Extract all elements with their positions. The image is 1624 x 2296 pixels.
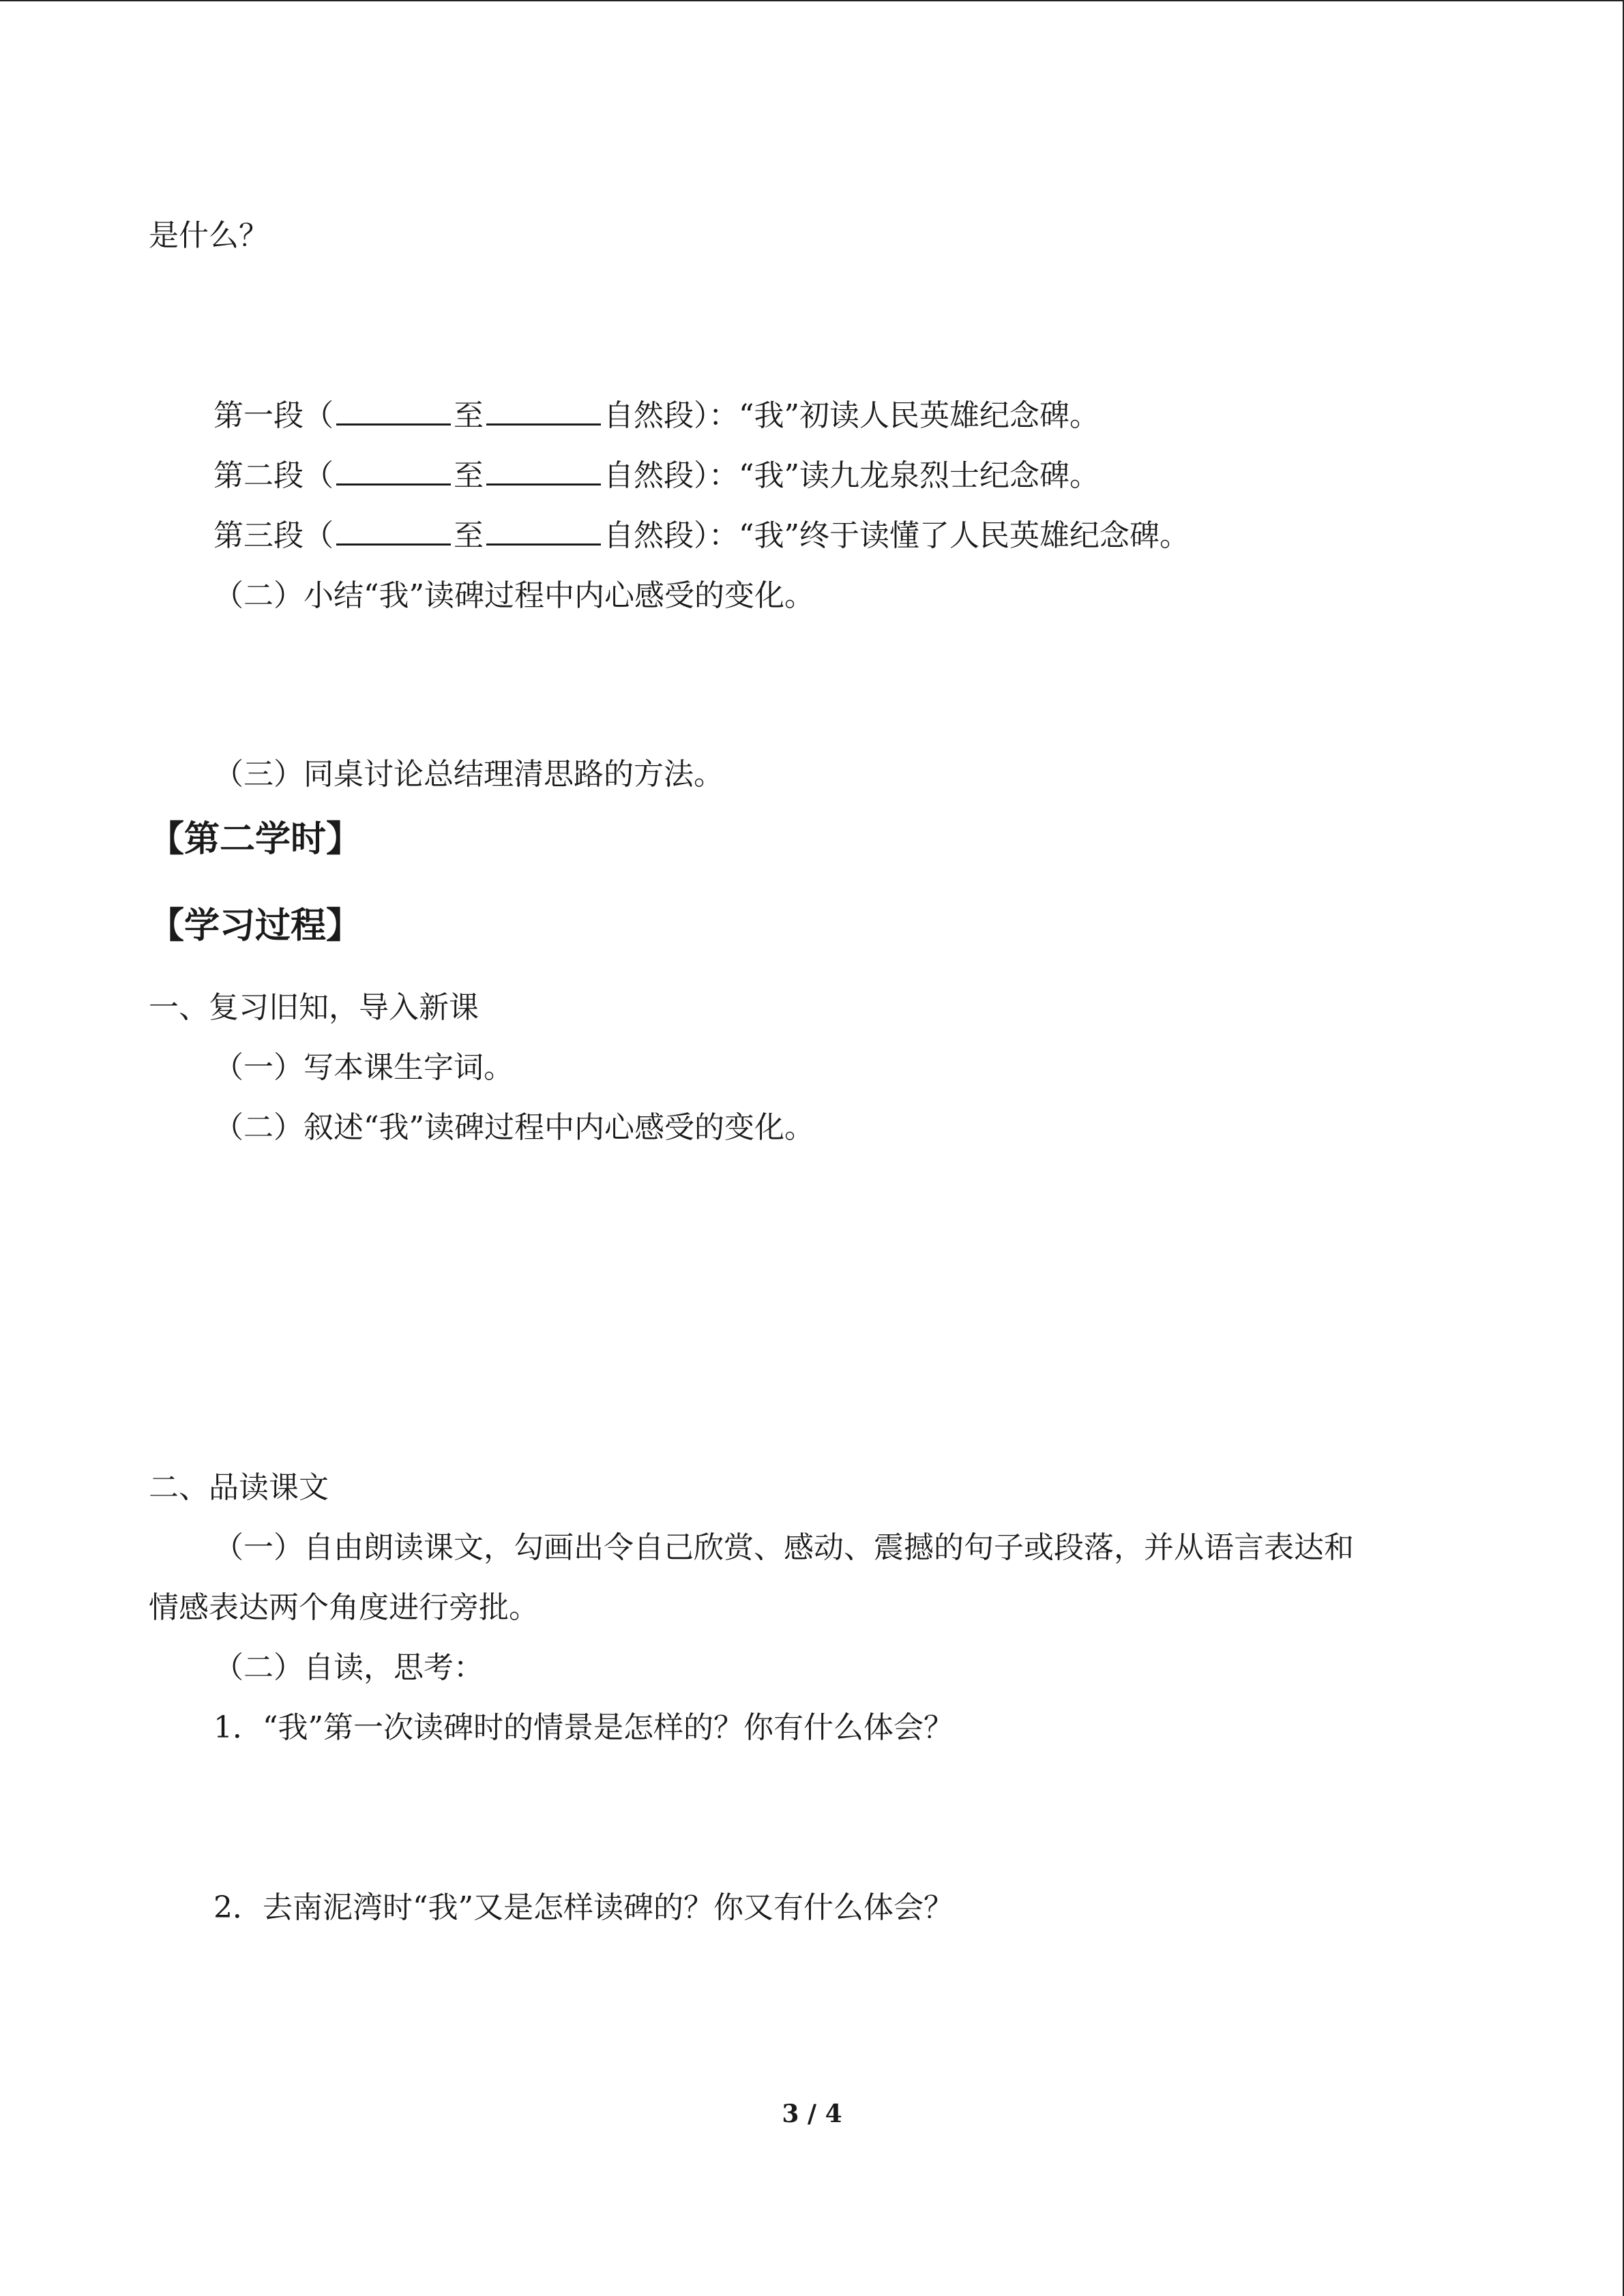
page-number: 3 / 4 — [782, 2100, 842, 2128]
division-row-2 — [213, 456, 1099, 496]
summary-task: （二）小结“我”读碑过程中内心感受的变化。 — [213, 578, 814, 613]
answer-blank[interactable] — [336, 458, 451, 486]
continuation-text: 是什么？ — [149, 218, 269, 253]
question-1: 1．“我”第一次读碑时的情景是怎样的？你有什么体会？ — [213, 1710, 954, 1745]
discussion-task: （三）同桌讨论总结理清思路的方法。 — [213, 757, 724, 792]
section-1-item-1: （一）写本课生字词。 — [213, 1050, 514, 1085]
section-2-item-1-line-1: （一）自由朗读课文，勾画出令自己欣赏、感动、震撼的句子或段落，并从语言表达和 — [213, 1530, 1354, 1565]
section-2-item-1-line-2: 情感表达两个角度进行旁批。 — [149, 1590, 539, 1625]
division-row-prefix: 第三段（ — [213, 518, 334, 553]
answer-blank[interactable] — [336, 518, 451, 546]
section-1-title: 一、复习旧知，导入新课 — [149, 990, 479, 1025]
section-2-title: 二、品读课文 — [149, 1470, 329, 1505]
division-row-3 — [213, 516, 1190, 556]
division-row-1 — [213, 396, 1099, 436]
division-row-to: 至 — [454, 398, 484, 433]
answer-blank[interactable] — [486, 458, 601, 486]
division-row-to: 至 — [454, 518, 484, 553]
answer-blank[interactable] — [486, 398, 601, 426]
division-row-prefix: 第一段（ — [213, 398, 334, 433]
division-row-to: 至 — [454, 458, 484, 493]
section-2-item-2: （二）自读，思考： — [213, 1650, 484, 1685]
question-2: 2．去南泥湾时“我”又是怎样读碑的？你又有什么体会？ — [213, 1890, 954, 1925]
learning-process-heading: 【学习过程】 — [149, 906, 362, 946]
division-row-suffix: 自然段）：“我”读九龙泉烈士纪念碑。 — [604, 458, 1099, 493]
division-row-suffix: 自然段）：“我”终于读懂了人民英雄纪念碑。 — [604, 518, 1190, 553]
answer-blank[interactable] — [336, 398, 451, 426]
section-1-item-2: （二）叙述“我”读碑过程中内心感受的变化。 — [213, 1110, 814, 1145]
answer-blank[interactable] — [486, 518, 601, 546]
division-row-prefix: 第二段（ — [213, 458, 334, 493]
second-lesson-heading: 【第二学时】 — [149, 819, 362, 860]
division-row-suffix: 自然段）：“我”初读人民英雄纪念碑。 — [604, 398, 1099, 433]
